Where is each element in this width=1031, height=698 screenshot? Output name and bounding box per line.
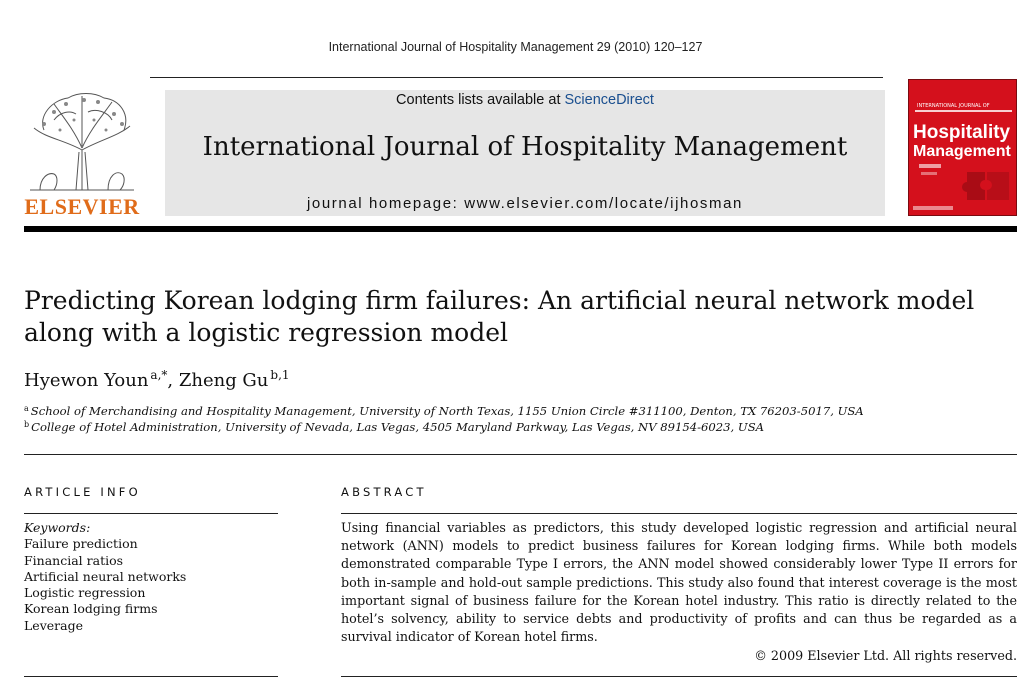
- elsevier-logo[interactable]: [24, 90, 140, 218]
- affiliation: [24, 420, 764, 434]
- header-rule: [150, 77, 883, 78]
- affiliation-text: School of Merchandising and Hospitality Management, University of North Texas, 1155 Union Circle #311100, Denton, TX 76203-5017, USA: [30, 404, 864, 418]
- keyword-item[interactable]: Logistic regression: [24, 585, 146, 601]
- article-info-rule: [24, 513, 278, 514]
- cover-art: [909, 80, 1017, 216]
- sciencedirect-link[interactable]: ScienceDirect: [564, 92, 654, 108]
- abstract-rule: [341, 513, 1017, 514]
- cover-header-text: INTERNATIONAL JOURNAL OF: [917, 103, 990, 109]
- section-rule: [24, 454, 1017, 455]
- elsevier-tree-icon: [24, 90, 140, 192]
- paper-title: Predicting Korean lodging firm failures: An artificial neural network model along with a logistic regression model: [24, 286, 975, 347]
- copyright-notice: © 2009 Elsevier Ltd. All rights reserved.: [754, 648, 1017, 663]
- keyword-item[interactable]: Failure prediction: [24, 536, 138, 552]
- author-marks[interactable]: a,*: [150, 368, 168, 382]
- abstract-bottom-rule: [341, 676, 1017, 677]
- author-marks[interactable]: b,1: [270, 368, 290, 382]
- affiliation-mark: a: [24, 404, 29, 413]
- elsevier-wordmark: ELSEVIER: [24, 194, 140, 219]
- journal-title: International Journal of Hospitality Management: [202, 132, 848, 162]
- keyword-item[interactable]: Financial ratios: [24, 552, 124, 568]
- keyword-item[interactable]: Korean lodging firms: [24, 601, 158, 617]
- abstract-text: Using financial variables as predictors, this study developed logistic regression and artificial neural network (ANN) models to predict business failures for Korean lodging firms. While both models demonstrated comparable Type I errors, the ANN model showed considerably lower Type II errors for both in-sample and hold-out sample predictions. This study also found that interest coverage is the most important signal of business failure for the Korean hotel industry. This ratio is directly related to the hotel’s solvency, ability to service debts and productivity of profits and can thus be regarded as a survival indicator of Korean hotel firms.: [341, 520, 1017, 645]
- keywords-label: Keywords:: [24, 520, 91, 535]
- affiliation: [24, 404, 864, 418]
- affiliation-mark: b: [24, 420, 30, 429]
- abstract-heading: ABSTRACT: [341, 485, 427, 499]
- article-info-bottom-rule: [24, 676, 278, 677]
- contents-line: [165, 92, 885, 108]
- journal-cover-thumbnail[interactable]: [908, 79, 1017, 216]
- cover-title-line1: Hospitality: [913, 122, 1011, 143]
- author-name[interactable]: Hyewon Youn: [24, 370, 149, 391]
- author-list: [24, 368, 290, 391]
- journal-banner: [165, 90, 885, 216]
- affiliation-text: College of Hotel Administration, University of Nevada, Las Vegas, 4505 Maryland Parkway, Las Vegas, NV 89154-6023, USA: [31, 420, 765, 434]
- keyword-item[interactable]: Artificial neural networks: [24, 568, 187, 584]
- keyword-item[interactable]: Leverage: [24, 617, 83, 633]
- journal-homepage[interactable]: journal homepage: www.elsevier.com/locate/ijhosman: [306, 195, 743, 212]
- author-separator: ,: [167, 370, 179, 391]
- journal-citation: International Journal of Hospitality Management 29 (2010) 120–127: [328, 40, 703, 54]
- keywords-block: [24, 520, 186, 634]
- author-name[interactable]: Zheng Gu: [178, 370, 269, 391]
- header-thick-rule: [24, 226, 1017, 232]
- cover-title-line2: Management: [913, 143, 1011, 160]
- article-info-heading: ARTICLE INFO: [24, 485, 141, 499]
- contents-prefix: Contents lists available at: [396, 92, 565, 108]
